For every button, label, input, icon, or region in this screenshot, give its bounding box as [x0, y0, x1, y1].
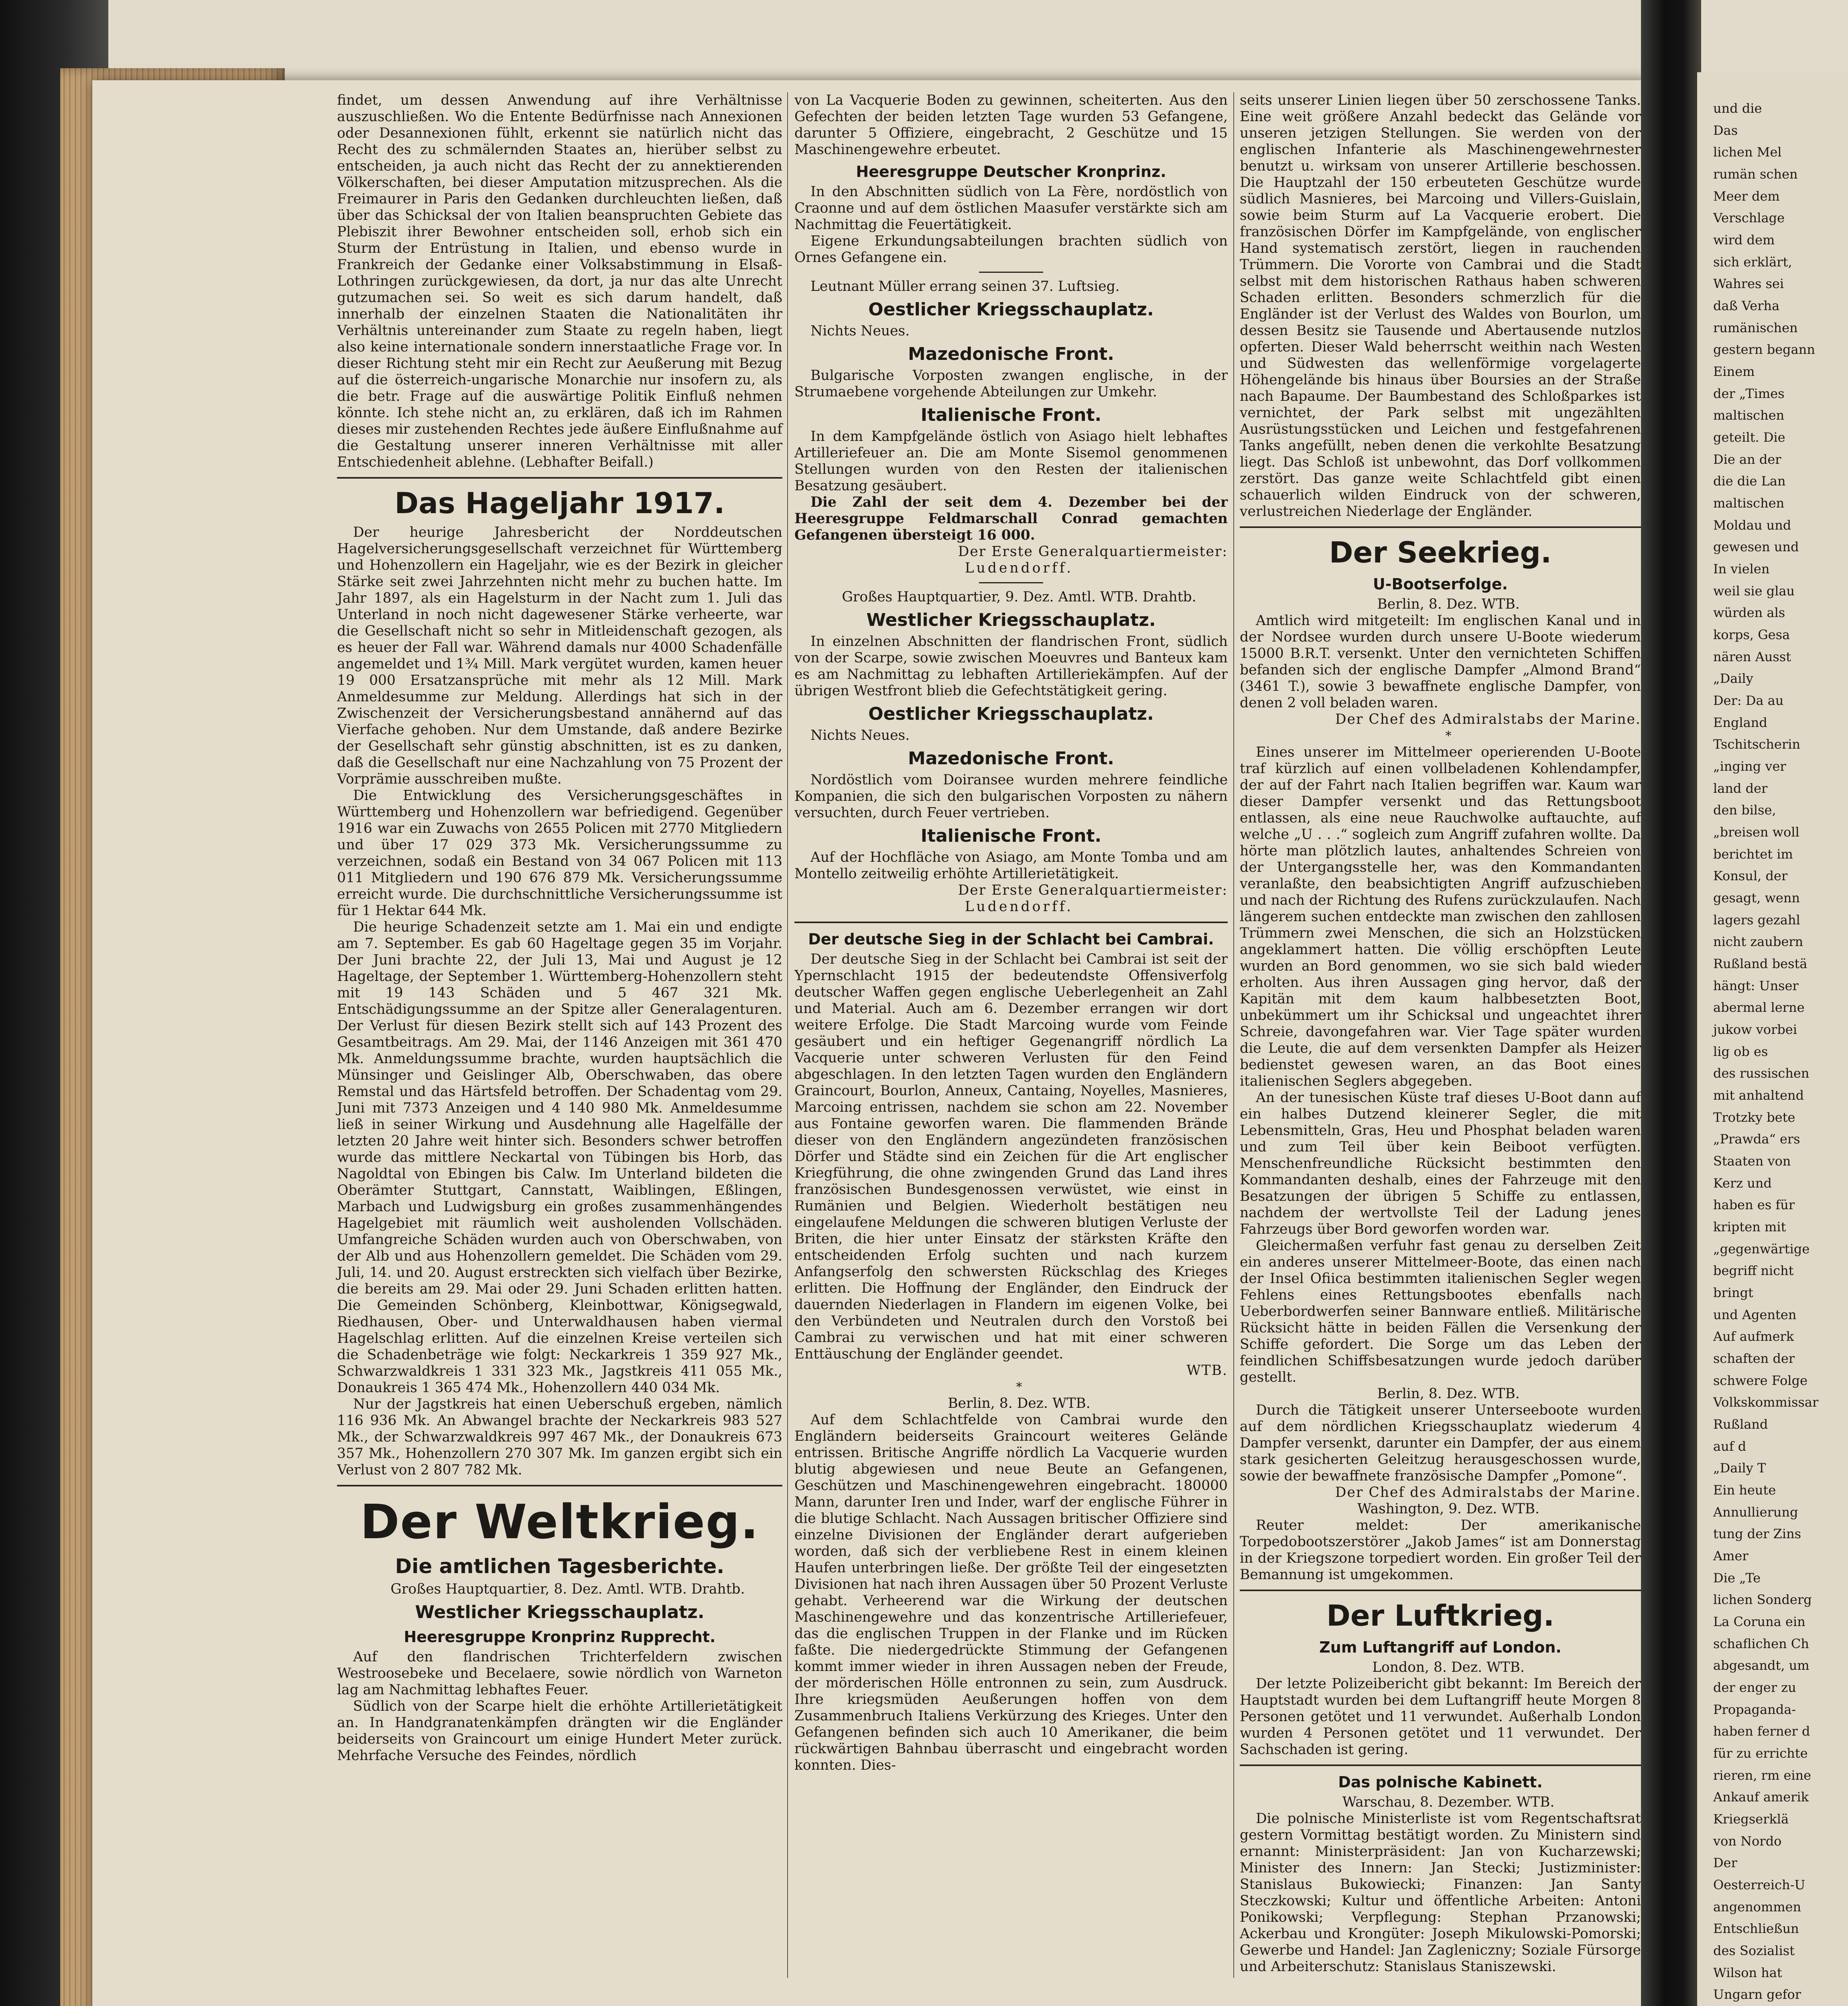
right-page-fragment-line: land der — [1713, 781, 1768, 796]
right-page-fragment-line: korps, Gesa — [1713, 627, 1790, 642]
right-page-fragment-line: haben ferner d — [1713, 1724, 1810, 1739]
right-page-fragment-line: schaften der — [1713, 1351, 1795, 1366]
right-page-fragment-line: Staaten von — [1713, 1153, 1791, 1169]
article-paragraph: Gleichermaßen verfuhr fast genau zu derselben Zeit ein anderes unserer Mittelmeer-Boote, das einen nach der Insel Ofiica bestimmten italienischen Segler wegen Fehlens eines Rettungsbootes ebenfalls nach Ueberbordwerfen seiner Bannware entließ. Militärische Rücksicht hätte in beiden Fällen die Versenkung der Schiffe gefordert. Die Sorge um das Leben der feindlichen Schiffsbesatzungen wurde jedoch darüber gestellt. — [1240, 1238, 1641, 1385]
right-page-fragment-line: Die „Te — [1713, 1570, 1761, 1586]
right-page-fragment-line: nicht zaubern — [1713, 934, 1803, 949]
mazedonien-heading: Mazedonische Front. — [908, 344, 1115, 364]
right-page-fragment-line: Kerz und — [1713, 1176, 1772, 1191]
right-page-fragment-line: auf d — [1713, 1439, 1746, 1454]
right-page-fragment-line: angenommen — [1713, 1899, 1801, 1915]
signature-title: Der Erste Generalquartiermeister: — [958, 544, 1228, 560]
right-page-fragment-line: gewesen und — [1713, 539, 1799, 554]
right-page-fragment-line: der enger zu — [1713, 1680, 1796, 1695]
separator-star: * — [1445, 729, 1452, 743]
right-page-fragment-line: bringt — [1713, 1285, 1753, 1300]
right-page-fragment-line: sich erklärt, — [1713, 254, 1792, 270]
column-1 — [337, 92, 782, 1764]
right-page-fragment-line: Propaganda- — [1713, 1702, 1796, 1717]
right-page-fragment-line: Einem — [1713, 364, 1755, 379]
right-page-fragment-line: Entschließun — [1713, 1921, 1799, 1936]
column-divider — [1233, 92, 1234, 1978]
right-page-fragment-line: In vielen — [1713, 561, 1770, 577]
right-page-fragment-line: gesagt, wenn — [1713, 890, 1800, 906]
article-paragraph: In den Abschnitten südlich von La Fère, nordöstlich von Craonne und auf dem östlichen Maasufer verstärkte sich am Nachmittag die Feuertätigkeit. — [794, 184, 1228, 233]
right-page-partial — [1697, 72, 1848, 2006]
right-page-fragment-line: „Daily — [1713, 671, 1753, 686]
right-page-fragment-line: Meer dem — [1713, 189, 1780, 204]
right-page-fragment-line: weil sie glau — [1713, 583, 1795, 599]
right-page-fragment-line: abgesandt, um — [1713, 1658, 1809, 1673]
article-paragraph: In einzelnen Abschnitten der flandrischen Front, südlich von der Scarpe, sowie zwischen Moeuvres und Banteux kam es am Nachmittag zu lebhaften Artilleriekämpfen. Auf der übrigen Westfront blieb die Gefechtstätigkeit gering. — [794, 633, 1228, 699]
signature-title: Der Erste Generalquartiermeister: — [958, 882, 1228, 898]
article-paragraph: seits unserer Linien liegen über 50 zerschossene Tanks. Eine weit größere Anzahl bedeckt das Gelände vor unseren jetzigen Stellungen. Sie werden von der englischen Infanterie als Maschinengewehrnester benutzt u. wirksam von unserer Artillerie beschossen. Die Hauptzahl der 150 erbeuteten Geschütze wurde südlich Masnieres, bei Marcoing und Villers-Guislain, sowie beim Sturm auf La Vacquerie erobert. Die französischen Dörfer im Kampfgelände, von englischer Hand systematisch zerstört, liegen in rauchenden Trümmern. Die Vororte von Cambrai und die Stadt selbst mit dem historischen Rathaus haben schweren Schaden erlitten. Besonders schmerzlich für die Engländer ist der Verlust des Waldes von Bourlon, um dessen Besitz sie Tausende und Abertausende nutzlos opferten. Dieser Wald beherrscht weithin nach Westen und Südwesten das wellenförmige vorgelagerte Höhengelände bis hinaus über Boursies an der Straße nach Bapaume. Der Baumbestand des Schloßparkes ist vernichtet, der Park selbst mit ungezählten Ausrüstungsstücken und Leichen und festgefahrenen Tanks angefüllt, neben denen die verkohlte Besatzung liegt. Das Schloß ist unbewohnt, das Dorf vollkommen zerstört. Das ganze weite Schlachtfeld gibt einen schauerlich wilden Eindruck von der schweren, verlustreichen Niederlage der Engländer. — [1240, 92, 1641, 520]
short-rule — [979, 582, 1043, 583]
article-paragraph: An der tunesischen Küste traf dieses U-Boot dann auf ein halbes Dutzend kleinerer Segler, die mit Lebensmitteln, Gras, Heu und Phosphat beladen waren und zum Teil über kein Beiboot verfügten. Menschenfreundliche Rücksicht bestimmten den Kommandanten deshalb, eines der Fahrzeuge mit den Besatzungen der übrigen 5 Schiffe zu entlassen, nachdem der wertvollste Teil der Ladung jenes Fahrzeugs über Bord geworfen worden war. — [1240, 1090, 1641, 1237]
right-page-fragment-line: tung der Zins — [1713, 1526, 1801, 1541]
right-page-fragment-line: Auf aufmerk — [1713, 1329, 1794, 1344]
article-paragraph: Durch die Tätigkeit unserer Unterseeboote wurden auf dem nördlichen Kriegsschauplatz wiederum 4 Dampfer versenkt, darunter ein Dampfer, der aus einem stark gesicherten Geleitzug herausgeschossen wurde, sowie der bewaffnete französische Dampfer „Pomone“. — [1240, 1402, 1641, 1484]
right-page-fragment-line: und die — [1713, 101, 1762, 116]
right-page-fragment-line: Wahres sei — [1713, 276, 1784, 291]
agency-sign: WTB. — [1186, 1362, 1228, 1379]
right-page-fragment-line: und Agenten — [1713, 1307, 1797, 1322]
signature-title: Der Chef des Admiralstabs der Marine. — [1335, 711, 1641, 727]
article-paragraph: von La Vacquerie Boden zu gewinnen, scheiterten. Aus den Gefechten der beiden letzten Tage wurden 53 Gefangene, darunter 5 Offiziere, eingebracht, 2 Geschütze und 15 Maschinengewehre erbeutet. — [794, 92, 1228, 158]
book-spine — [1641, 0, 1701, 2006]
right-page-fragment-line: der „Times — [1713, 386, 1785, 401]
right-page-fragment-line: maltischen — [1713, 495, 1785, 511]
right-page-fragment-line: rieren, rm eine — [1713, 1768, 1811, 1783]
right-page-fragment-line: Moldau und — [1713, 518, 1791, 533]
cambrai-heading: Der deutsche Sieg in der Schlacht bei Cambrai. — [808, 930, 1214, 948]
section-rule — [1240, 1590, 1641, 1591]
right-page-fragment-line: hängt: Unser — [1713, 978, 1799, 993]
right-page-fragment-line: Tschitscherin — [1713, 737, 1801, 752]
right-page-fragment-line: Der: Da au — [1713, 693, 1784, 708]
right-page-fragment-line: „Prawda“ ers — [1713, 1131, 1800, 1147]
right-page-fragment-line: jukow vorbei — [1713, 1022, 1797, 1037]
right-page-fragment-line: haben es für — [1713, 1197, 1795, 1212]
right-page-fragment-line: des Sozialist — [1713, 1943, 1795, 1958]
right-page-fragment-line: für zu errichte — [1713, 1746, 1808, 1761]
right-page-fragment-line: mit anhaltend — [1713, 1088, 1804, 1103]
right-page-fragment-line: Verschlage — [1713, 210, 1785, 225]
article-paragraph: Eigene Erkundungsabteilungen brachten südlich von Ornes Gefangene ein. — [794, 233, 1228, 266]
right-page-fragment-line: würden als — [1713, 605, 1785, 620]
article-paragraph: Der heurige Jahresbericht der Norddeutschen Hagelversicherungsgesellschaft verzeichnet für Württemberg und Hohenzollern ein Hageljahr, wie es der Bezirk in gleicher Stärke seit zwei Jahrzehnten nicht mehr zu buchen hatte. Im Jahr 1897, als ein Hagelsturm in der Nacht zum 1. Juli das Unterland in noch nicht dagewesener Stärke verheerte, war die Gesellschaft nicht so sehr in Mitleidenschaft gezogen, als es heuer der Fall war. Während damals nur 4000 Schadenfälle angemeldet und 1¾ Mill. Mark vergütet wurden, kamen heuer 19 000 Ersatzansprüche mit mehr als 12 Mill. Mark Anmeldesumme zur Meldung. Allerdings hat sich in der Zwischenzeit der Versicherungsbestand annähernd auf das Vierfache gehoben. Nur dem Umstande, daß andere Bezirke der Gesellschaft sehr günstig abschnitten, ist es zu danken, daß die Gesellschaft nur eine Nachzahlung von 75 Prozent der Vorprämie ausschreiben mußte. — [337, 524, 782, 787]
article-paragraph: In dem Kampfgelände östlich von Asiago hielt lebhaftes Artilleriefeuer an. Die am Monte Sisemol genommenen Stellungen wurden von den Resten der italienischen Besatzung gesäubert. — [794, 428, 1228, 494]
right-page-fragment-line: lagers gezahl — [1713, 912, 1800, 928]
italien-heading: Italienische Front. — [920, 405, 1102, 425]
right-page-fragment-line: Amer — [1713, 1548, 1748, 1563]
article-paragraph: Nichts Neues. — [810, 323, 910, 339]
ostfront-heading: Oestlicher Kriegsschauplatz. — [868, 299, 1154, 320]
right-page-fragment-line: England — [1713, 715, 1767, 730]
column-divider — [787, 92, 788, 1978]
mazedonien-heading: Mazedonische Front. — [908, 748, 1115, 769]
section-rule — [1240, 526, 1641, 528]
section-rule — [337, 477, 782, 479]
right-page-fragment-line: den bilse, — [1713, 802, 1776, 818]
signature-title: Der Chef des Admiralstabs der Marine. — [1335, 1484, 1641, 1500]
article-paragraph: Auf der Hochfläche von Asiago, am Monte Tomba und am Montello zeitweilig erhöhte Artillerietätigkeit. — [794, 849, 1228, 882]
article-paragraph: Die polnische Ministerliste ist vom Regentschaftsrat gestern Vormittag bestätigt worden. Zu Ministern sind ernannt: Ministerpräsident: Jan von Kucharzewski; Minister des Innern: Jan Stecki; Justizminister: Stanislaus Bukowiecki; Finanzen: Jan Santy Steczkowski; Kultur und öffentliche Arbeiten: Antoni Ponikowski; Verpflegung: Stephan Przanowski; Ackerbau und Krongüter: Joseph Mikulowski-Pomorski; Gewerbe und Handel: Jan Zagleniczny; Soziale Fürsorge und Arbeiterschutz: Stanislaus Staniszewski. — [1240, 1811, 1641, 1975]
article-paragraph: Auf den flandrischen Trichterfeldern zwischen Westroosebeke und Becelaere, sowie nördlich von Warneton lag am Nachmittag lebhaftes Feuer. — [337, 1649, 782, 1698]
westfront-heading: Westlicher Kriegsschauplatz. — [866, 610, 1156, 630]
right-page-fragment-line: Der — [1713, 1855, 1737, 1870]
section-rule — [337, 1485, 782, 1486]
article-paragraph: Bulgarische Vorposten zwangen englische, in der Strumaebene vorgehende Abteilungen zur Umkehr. — [794, 367, 1228, 400]
right-page-fragment-line: „Daily T — [1713, 1460, 1766, 1476]
right-page-fragment-line: lichen Sonderg — [1713, 1592, 1812, 1607]
right-page-fragment-line: La Coruna ein — [1713, 1614, 1805, 1629]
right-page-fragment-line: Das — [1713, 123, 1738, 138]
right-page-fragment-line: schwere Folge — [1713, 1373, 1808, 1388]
right-page-fragment-line: begriff nicht — [1713, 1263, 1794, 1278]
weltkrieg-heading: Der Weltkrieg. — [360, 1494, 760, 1549]
london-heading: Zum Luftangriff auf London. — [1319, 1639, 1562, 1656]
rupprecht-heading: Heeresgruppe Kronprinz Rupprecht. — [404, 1628, 716, 1646]
dateline: Berlin, 8. Dez. WTB. — [948, 1395, 1091, 1411]
right-page-fragment-line: „gegenwärtige — [1713, 1241, 1810, 1257]
right-page-fragment-line: daß Verha — [1713, 298, 1780, 313]
right-page-fragment-line: die die Lan — [1713, 473, 1786, 489]
right-page-fragment-line: lichen Mel — [1713, 144, 1782, 160]
signature-name: Ludendorff. — [965, 899, 1074, 915]
right-page-fragment-line: Rußland bestä — [1713, 956, 1807, 971]
right-page-fragment-line: Ein heute — [1713, 1482, 1776, 1498]
article-paragraph: Nordöstlich vom Doiransee wurden mehrere feindliche Kompanien, die sich den bulgarischen Vorposten zu nähern versuchten, durch Feuer vertrieben. — [794, 772, 1228, 821]
right-page-fragment-line: lig ob es — [1713, 1044, 1768, 1059]
dateline: Großes Hauptquartier, 8. Dez. Amtl. WTB. Drahtb. — [390, 1581, 745, 1597]
article-paragraph: Reuter meldet: Der amerikanische Torpedobootszerstörer „Jakob James“ ist am Donnerstag in der Kriegszone torpediert worden. Ein großer Teil der Bemannung ist umgekommen. — [1240, 1517, 1641, 1583]
right-page-fragment-line: Trotzky bete — [1713, 1110, 1795, 1125]
article-paragraph: Die Entwicklung des Versicherungsgeschäftes in Württemberg und Hohenzollern war befriedigend. Gegenüber 1916 war ein Zuwachs von 2655 Policen mit 2770 Mitgliedern und über 17 029 373 Mk. Versicherungssumme zu verzeichnen, sodaß ein Bestand von 34 067 Policen mit 113 011 Mitgliedern und 190 676 879 Mk. Versicherungssumme erreicht wurde. Die durchschnittliche Versicherungssumme ist für 1 Hektar 644 Mk. — [337, 788, 782, 919]
signature-name: Ludendorff. — [965, 560, 1074, 576]
right-page-fragment-line: von Nordo — [1713, 1833, 1782, 1849]
kronprinz-heading: Heeresgruppe Deutscher Kronprinz. — [856, 163, 1166, 181]
right-page-fragment-line: gestern begann — [1713, 342, 1815, 357]
separator-star: * — [1016, 1380, 1022, 1394]
article-paragraph: Auf dem Schlachtfelde von Cambrai wurde den Engländern beiderseits Graincourt weiteres Gelände entrissen. Britische Angriffe nördlich La Vacquerie wurden blutig abgewiesen und neue Beute an Gefangenen, Geschützen und Maschinengewehren eingebracht. 180000 Mann, darunter Iren und Inder, warf der englische Führer in die blutige Schlacht. Nach Aussagen britischer Offiziere sind einzelne Divisionen der Engländer derart aufgerieben worden, daß sich der verbliebene Rest in einem kleinen Haufen unterbringen ließe. Der größte Teil der eingesetzten Divisionen hat nach ihren Aussagen über 50 Prozent Verluste gehabt. Verheerend war die Wirkung der deutschen Maschinengewehre und das konzentrische Artilleriefeuer, das die englischen Truppen in der Flanke und im Rücken faßte. Die niedergedrückte Stimmung der Gefangenen kommt immer wieder in ihren Aussagen neben der Freude, der mörderischen Hölle entronnen zu sein, zum Ausdruck. Ihre kriegsmüden Aeußerungen hoffen von dem Zusammenbruch Italiens Verkürzung des Krieges. Unter den Gefangenen befinden sich auch 10 Amerikaner, die beim rückwärtigen Bahnbau überrascht und eingebracht worden konnten. Dies- — [794, 1412, 1228, 1773]
right-page-fragment-line: Konsul, der — [1713, 868, 1788, 883]
right-page-fragment-line: „inging ver — [1713, 759, 1786, 774]
right-page-fragment-line: Die an der — [1713, 452, 1781, 467]
right-page-fragment-line: abermal lerne — [1713, 1000, 1805, 1015]
kabinett-heading: Das polnische Kabinett. — [1338, 1773, 1543, 1791]
right-page-fragment-line: schaflichen Ch — [1713, 1636, 1809, 1651]
speech-end-paragraph: findet, um dessen Anwendung auf ihre Verhältnisse auszuschließen. Wo die Entente Bedürfnisse nach Annexionen oder Desannexionen fühlt, erkennt sie natürlich nicht das Recht des zu schmälernden Staates an, hierüber selbst zu entscheiden, ja auch nicht das Recht der zu annektierenden Völkerschaften, bei dieser Amputation mitzusprechen. Als die Freimaurer in Paris den Gedanken durchleuchten ließen, daß über das Schicksal der von Italien beanspruchten Gebiete das Plebiszit ihrer Bewohner entscheiden soll, erhob sich ein Sturm der Entrüstung in Italien, und ebenso wurde in Frankreich der Gedanke einer Volksabstimmung in Elsaß-Lothringen zurückgewiesen, da dort, ja nur das alte Unrecht gutzumachen sei. So weit es sich darum handelt, daß innerhalb der einzelnen Staaten die Nationalitäten ihr Verhältnis untereinander zum Staate zu regeln haben, liegt also keine internationale sondern innerstaatliche Frage vor. In dieser Richtung steht mir ein Recht zur Aeußerung mit Bezug auf die österreich-ungarische Monarchie nur insofern zu, als die betr. Frage auf die auswärtige Politik Einfluß nehmen könnte. Ich stehe nicht an, zu erklären, daß ich im Rahmen dieses mir zustehenden Rechtes jede äußere Einflußnahme auf die Gestaltung unserer inneren Verhältnisse mit aller Entschiedenheit ablehne. (Lebhafter Beifall.) — [337, 92, 782, 470]
right-page-fragment-line: „breisen woll — [1713, 824, 1799, 840]
westfront-heading: Westlicher Kriegsschauplatz. — [415, 1602, 705, 1622]
article-paragraph: Nur der Jagstkreis hat einen Ueberschuß ergeben, nämlich 116 936 Mk. An Abwangel brachte der Neckarkreis 983 527 Mk., der Schwarzwaldkreis 997 467 Mk., der Donaukreis 673 357 Mk., Hohenzollern 270 307 Mk. Im ganzen ergibt sich ein Verlust von 2 807 782 Mk. — [337, 1396, 782, 1478]
right-page-fragment-line: Annullierung — [1713, 1504, 1798, 1520]
ubootserfolge-heading: U-Bootserfolge. — [1373, 575, 1508, 593]
article-paragraph: Die Zahl der seit dem 4. Dezember bei der Heeresgruppe Feldmarschall Conrad gemachten Gefangenen übersteigt 16 000. — [794, 494, 1228, 543]
seekrieg-heading: Der Seekrieg. — [1329, 536, 1552, 569]
right-page-fragment-line: Kriegserklä — [1713, 1811, 1789, 1827]
tagesberichte-heading: Die amtlichen Tagesberichte. — [395, 1555, 725, 1578]
luftkrieg-heading: Der Luftkrieg. — [1326, 1599, 1554, 1632]
right-page-fragment-line: Volkskommissar — [1713, 1395, 1819, 1410]
short-rule — [979, 272, 1043, 273]
article-paragraph: Der letzte Polizeibericht gibt bekannt: Im Bereich der Hauptstadt wurden bei dem Luftangriff heute Morgen 8 Personen getötet und 11 verwundet. Außerhalb London wurden 4 Personen getötet und 11 verwundet. Der Sachschaden ist gering. — [1240, 1676, 1641, 1758]
right-page-fragment-line: kripten mit — [1713, 1219, 1786, 1234]
right-page-fragment-line: rumän schen — [1713, 166, 1798, 182]
right-page-fragment-line: Ungarn gefor — [1713, 1987, 1801, 2002]
right-page-fragment-line: maltischen — [1713, 408, 1785, 423]
article-paragraph: Der deutsche Sieg in der Schlacht bei Cambrai ist seit der Ypernschlacht 1915 der bedeutendste Offensiverfolg deutscher Waffen gegen englische Ueberlegenheit an Zahl und Material. Auch am 6. Dezember errangen wir dort weitere Erfolge. Die Stadt Marcoing wurde vom Feinde gesäubert und ein heftiger Gegenangriff nördlich La Vacquerie unter schweren Verlusten für den Feind abgeschlagen. In den letzten Tagen wurden den Engländern Graincourt, Bourlon, Anneux, Cantaing, Noyelles, Masnieres, Marcoing entrissen, nachdem sie schon am 22. November aus Fontaine geworfen waren. Die flammenden Brände dieser von den Engländern angezündeten französischen Dörfer und Städte sind ein Zeichen für die Art englischer Kriegführung, die ohne zwingenden Grund das Land ihres französischen Bundesgenossen verwüstet, wie einst in Rumänien und Belgien. Wiederholt bestätigen neu eingelaufene Meldungen die schweren blutigen Verluste der Briten, die hier unter Einsatz der stärksten Kräfte den entscheidenden Erfolg suchten und nach kurzem Anfangserfolg den schwersten Rückschlag des Krieges erlitten. Die Hoffnung der Engländer, den Eindruck der dauernden Niederlagen in Flandern im eigenen Volke, bei den Verbündeten und Neutralen durch den Vorstoß bei Cambrai zu verwischen und hat mit einer schweren Enttäuschung der Engländer geendet. — [794, 951, 1228, 1362]
article-paragraph: Eines unserer im Mittelmeer operierenden U-Boote traf kürzlich auf einen vollbeladenen Kohlendampfer, der auf der Fahrt nach Italien begriffen war. Kaum war dieser Dampfer versenkt und das Rettungsboot entlassen, als eine neue Rauchwolke auftauchte, auf welche „U . . .“ sogleich zum Angriff zufahren wollte. Da hörte man plötzlich lautes, anhaltendes Schreien von der Untergangsstelle her, was den Kommandanten veranlaßte, den beabsichtigten Angriff aufzuschieben und nach der Richtung des Rufens zurückzulaufen. Nach längerem suchen entdeckte man zwischen den zahllosen Trümmern zwei Menschen, die sich an Holzstücken angeklammert hatten. Die völlig erschöpften Leute wurden an Bord genommen, wo sie sich bald wieder erholten. Aus ihren Aussagen ging hervor, daß der Kapitän mit dem kaum halbbesetzten Boot, unbekümmert um ihr Schicksal und ungeachtet ihrer Schreie, davongefahren war. Vier Tage später wurden die Leute, die auf dem versenkten Dampfer als Heizer bedienstet gewesen waren, an das Boot eines italienischen Seglers abgegeben. — [1240, 744, 1641, 1089]
right-page-fragment-line: Rußland — [1713, 1417, 1768, 1432]
right-page-fragment-line: Wilson hat — [1713, 1965, 1782, 1980]
right-page-fragment-line: wird dem — [1713, 232, 1775, 248]
right-page-fragment-line: rumänischen — [1713, 320, 1798, 335]
article-paragraph: Die heurige Schadenzeit setzte am 1. Mai ein und endigte am 7. September. Es gab 60 Hageltage gegen 35 im Vorjahr. Der Juni brachte 22, der Juli 13, Mai und August je 12 Hageltage, der September 1. Württemberg-Hohenzollern steht mit 19 143 Schäden und 5 467 321 Mk. Entschädigungssumme an der Spitze aller Generalagenturen. Der Verlust für diesen Bezirk stellt sich auf 143 Prozent des Gesamtbeitrags. Am 29. Mai, der 1146 Anzeigen mit 361 470 Mk. Anmeldungssumme brachte, wurden hauptsächlich die Münsinger und Geislinger Alb, Oberschwaben, das obere Remstal und das Härtsfeld betroffen. Der Schadentag vom 29. Juni mit 7373 Anzeigen und 4 140 980 Mk. Anmeldesumme ließ in seiner Wirkung und Ausdehnung alle Hagelfälle der letzten 20 Jahre weit hinter sich. Besonders schwer betroffen wurde das mittlere Neckartal von Tübingen bis Horb, das Nagoldtal von Ebingen bis Calw. Im Unterland bildeten die Oberämter Stuttgart, Cannstatt, Waiblingen, Eßlingen, Marbach und Ludwigsburg ein großes zusammenhängendes Hagelgebiet mit räumlich weit ausholenden Vollschäden. Umfangreiche Schäden wurden auch von Oberschwaben, von der Alb und aus Hohenzollern gemeldet. Die Schäden vom 29. Juli, 14. und 20. August erstreckten sich vielfach über Bezirke, die bereits am 29. Mai oder 29. Juni Schaden erlitten hatten. Die Gemeinden Schönberg, Kleinbottwar, Königsegwald, Riedhausen, Ober- und Unterwaldhausen haben viermal Hagelschlag erlitten. Auf die einzelnen Kreise verteilen sich die Schadenbeträge wie folgt: Neckarkreis 1 359 927 Mk., Schwarzwaldkreis 1 331 323 Mk., Jagstkreis 411 055 Mk., Donaukreis 1 365 474 Mk., Hohenzollern 440 034 Mk. — [337, 919, 782, 1396]
right-page-fragment-line: berichtet im — [1713, 847, 1793, 862]
article-paragraph: Nichts Neues. — [810, 727, 910, 743]
dateline: Berlin, 8. Dez. WTB. — [1377, 1386, 1520, 1402]
hageljahr-heading: Das Hageljahr 1917. — [394, 486, 725, 520]
column-3 — [1240, 92, 1641, 1975]
column-2 — [794, 92, 1228, 1774]
dateline: London, 8. Dez. WTB. — [1372, 1659, 1525, 1675]
section-rule — [1240, 1764, 1641, 1766]
article-paragraph: Leutnant Müller errang seinen 37. Luftsieg. — [810, 278, 1120, 294]
right-page-fragment-line: geteilt. Die — [1713, 430, 1785, 445]
dateline: Warschau, 8. Dezember. WTB. — [1342, 1794, 1555, 1810]
dateline: Berlin, 8. Dez. WTB. — [1377, 596, 1520, 612]
dateline: Großes Hauptquartier, 9. Dez. Amtl. WTB. Drahtb. — [842, 589, 1196, 605]
italien-heading: Italienische Front. — [920, 826, 1102, 846]
dateline: Washington, 9. Dez. WTB. — [1357, 1501, 1539, 1517]
right-page-fragment-line: nären Ausst — [1713, 649, 1791, 664]
right-page-fragment-line: Oesterreich-U — [1713, 1877, 1805, 1892]
article-paragraph: Amtlich wird mitgeteilt: Im englischen Kanal und in der Nordsee wurden durch unsere U-Boote wiederum 15000 B.R.T. versenkt. Unter den vernichteten Schiffen befanden sich der englische Dampfer „Almond Brand“ (3461 T.), sowie 3 bewaffnete englische Dampfer, von denen 2 voll beladen waren. — [1240, 613, 1641, 711]
article-paragraph: Südlich von der Scarpe hielt die erhöhte Artillerietätigkeit an. In Handgranatenkämpfen drängten wir die Engländer beiderseits von Graincourt um einige Hundert Meter zurück. Mehrfache Versuche des Feindes, nördlich — [337, 1698, 782, 1764]
ostfront-heading: Oestlicher Kriegsschauplatz. — [868, 704, 1154, 724]
section-rule — [794, 922, 1228, 923]
right-page-fragment-line: Ankauf amerik — [1713, 1789, 1809, 1805]
right-page-fragment-line: des russischen — [1713, 1066, 1809, 1081]
